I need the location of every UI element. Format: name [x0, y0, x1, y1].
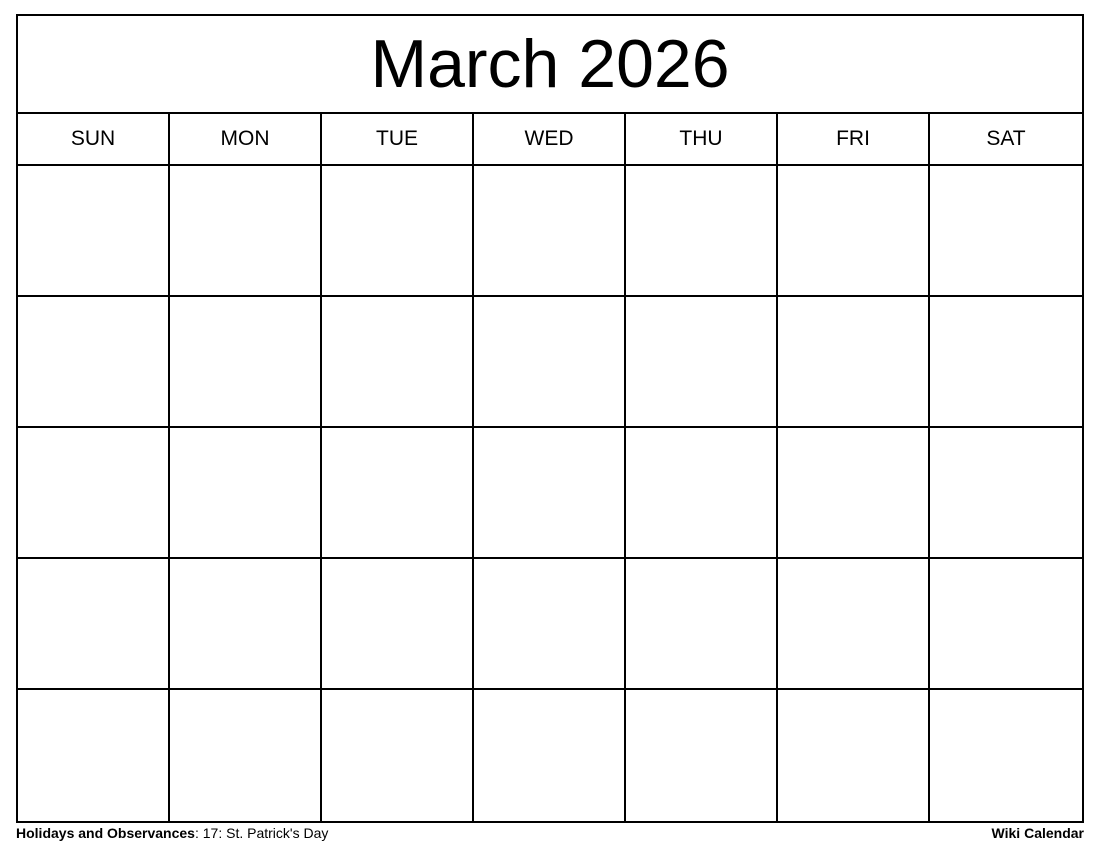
- day-cell[interactable]: [930, 428, 1082, 557]
- day-cell[interactable]: [170, 428, 322, 557]
- weekday-header-row: [18, 114, 1082, 166]
- day-cell[interactable]: [778, 428, 930, 557]
- day-cell[interactable]: [778, 690, 930, 821]
- weekday-sat: SAT: [986, 127, 1026, 150]
- day-cell[interactable]: [474, 428, 626, 557]
- calendar-grid: [16, 14, 1084, 823]
- day-cell[interactable]: [322, 166, 474, 295]
- weekday-wed: WED: [474, 114, 626, 164]
- weekday-fri: FRI: [778, 114, 930, 164]
- holidays-label: Holidays and Observances: [16, 825, 195, 841]
- day-cell[interactable]: [930, 297, 1082, 426]
- day-cell[interactable]: [930, 166, 1082, 295]
- day-cell[interactable]: [18, 428, 170, 557]
- day-cell[interactable]: [18, 559, 170, 688]
- day-cell[interactable]: [778, 166, 930, 295]
- day-cell[interactable]: [626, 690, 778, 821]
- day-cell[interactable]: [474, 166, 626, 295]
- calendar-week-row: [18, 166, 1082, 297]
- day-cell[interactable]: [322, 690, 474, 821]
- day-cell[interactable]: [626, 428, 778, 557]
- day-cell[interactable]: [170, 297, 322, 426]
- day-cell[interactable]: [474, 297, 626, 426]
- day-cell[interactable]: [778, 559, 930, 688]
- holidays-separator: :: [194, 825, 203, 841]
- calendar-week-row: [18, 428, 1082, 559]
- day-cell[interactable]: [170, 166, 322, 295]
- day-cell[interactable]: [322, 559, 474, 688]
- day-cell[interactable]: [18, 690, 170, 821]
- day-cell[interactable]: [778, 297, 930, 426]
- calendar-week-row: [18, 559, 1082, 690]
- day-cell[interactable]: [474, 559, 626, 688]
- day-cell[interactable]: [626, 297, 778, 426]
- day-cell[interactable]: [170, 690, 322, 821]
- weekday-sun: SUN: [18, 114, 170, 164]
- calendar-week-row: [18, 690, 1082, 821]
- brand-wiki-calendar: Wiki Calendar: [991, 825, 1084, 841]
- calendar-week-row: [18, 297, 1082, 428]
- weekday-mon: MON: [170, 114, 322, 164]
- day-cell[interactable]: [626, 166, 778, 295]
- holidays-text: 17: St. Patrick's Day: [202, 825, 329, 841]
- calendar-footer: [16, 825, 1084, 841]
- calendar-weeks: [18, 166, 1082, 821]
- holidays-and-observances: [16, 825, 328, 841]
- day-cell[interactable]: [626, 559, 778, 688]
- day-cell[interactable]: [930, 690, 1082, 821]
- day-cell[interactable]: [170, 559, 322, 688]
- day-cell[interactable]: [322, 297, 474, 426]
- day-cell[interactable]: [18, 166, 170, 295]
- day-cell[interactable]: [474, 690, 626, 821]
- weekday-tue: TUE: [322, 114, 474, 164]
- day-cell[interactable]: [18, 297, 170, 426]
- calendar-title-row: [18, 16, 1082, 114]
- weekday-thu: THU: [626, 114, 778, 164]
- day-cell[interactable]: [322, 428, 474, 557]
- day-cell[interactable]: [930, 559, 1082, 688]
- page-title: March 2026: [370, 26, 730, 102]
